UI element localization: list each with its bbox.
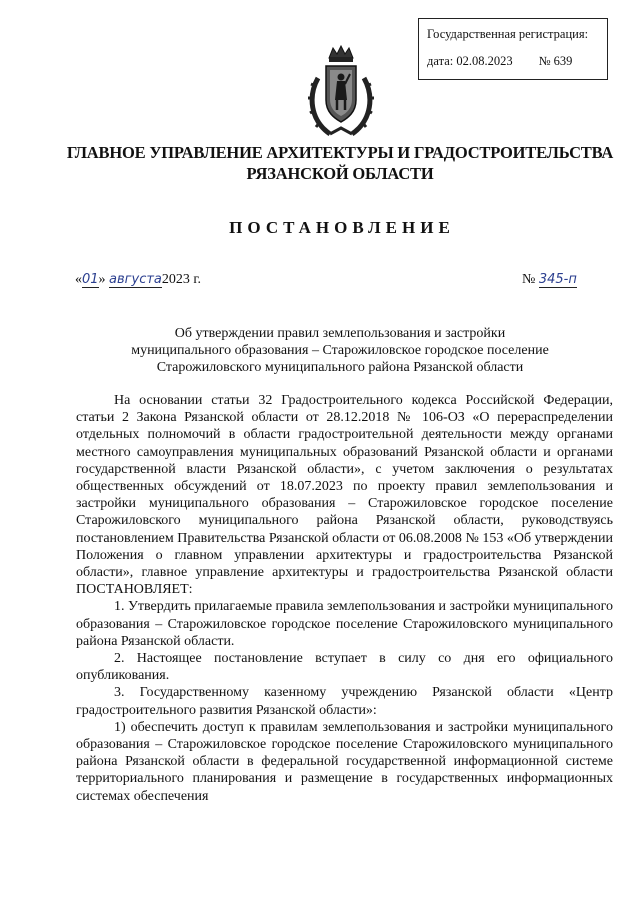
document-number — [522, 272, 577, 288]
coat-of-arms-icon — [304, 44, 378, 142]
registration-number: № 639 — [538, 54, 573, 68]
title-line-2: муниципального образования – Старожиловское городское поселение — [131, 343, 549, 358]
organization-line-2: РЯЗАНСКОЙ ОБЛАСТИ — [246, 164, 434, 183]
date-day-handwritten: 01 — [82, 272, 99, 287]
date-year: 2023 г. — [161, 272, 202, 287]
registration-date: дата: 02.08.2023 — [427, 54, 513, 68]
registration-stamp — [418, 18, 608, 80]
document-body — [76, 392, 613, 805]
document-date — [75, 272, 201, 288]
title-line-3: Старожиловского муниципального района Рязанской области — [156, 360, 524, 375]
issuing-organization — [40, 142, 640, 184]
paragraph-item-1: 1. Утвердить прилагаемые правила землепользования и застройки муниципального образования – Старожиловское городское поселение Старожиловского муниципального района Рязанской области. — [76, 599, 613, 649]
paragraph-preamble: На основании статьи 32 Градостроительного кодекса Российской Федерации, статьи 2 Закона Рязанской области от 28.12.2018 № 106-ОЗ «О перераспределении отдельных полномочий в области градостроительной деятельности между органами местного самоуправления муниципальных образований Рязанской области и органами государственной власти Рязанской области», с учетом заключения о результатах общественных обсуждений от 18.07.2023 по проекту правил землепользования и застройки муниципального образования – Старожиловское городское поселение Старожиловского муниципального района Рязанской области, руководствуясь постановлением Правительства Рязанской области от 06.08.2008 № 153 «Об утверждении Положения о главном управлении архитектуры и градостроительства Рязанской области», главное управление архитектуры и градостроительства Рязанской области ПОСТАНОВЛЯЕТ: — [76, 393, 613, 598]
paragraph-item-2: 2. Настоящее постановление вступает в силу со дня его официального опубликования. — [76, 651, 613, 684]
document-type: ПОСТАНОВЛЕНИЕ — [229, 218, 455, 237]
title-line-1: Об утверждении правил землепользования и застройки — [174, 326, 506, 341]
registration-title: Государственная регистрация: — [427, 27, 589, 41]
date-open-quote: « — [75, 272, 82, 287]
number-prefix: № — [522, 272, 536, 287]
number-handwritten: 345-п — [538, 272, 577, 287]
registration-details — [427, 52, 599, 70]
date-close-quote: » — [98, 272, 106, 287]
organization-line-1: ГЛАВНОЕ УПРАВЛЕНИЕ АРХИТЕКТУРЫ И ГРАДОСТРОИТЕЛЬСТВА — [66, 143, 614, 162]
document-title — [60, 325, 620, 376]
paragraph-item-3: 3. Государственному казенному учреждению Рязанской области «Центр градостроительного развития Рязанской области»: — [76, 685, 613, 718]
paragraph-item-3-1: 1) обеспечить доступ к правилам землепользования и застройки муниципального образования – Старожиловское городское поселение Старожиловского муниципального района Рязанской области в федеральной государственной информационной системе территориального планирования и размещение в государственных информационных системах обеспечения — [76, 719, 613, 804]
date-month-handwritten: августа — [109, 272, 162, 287]
